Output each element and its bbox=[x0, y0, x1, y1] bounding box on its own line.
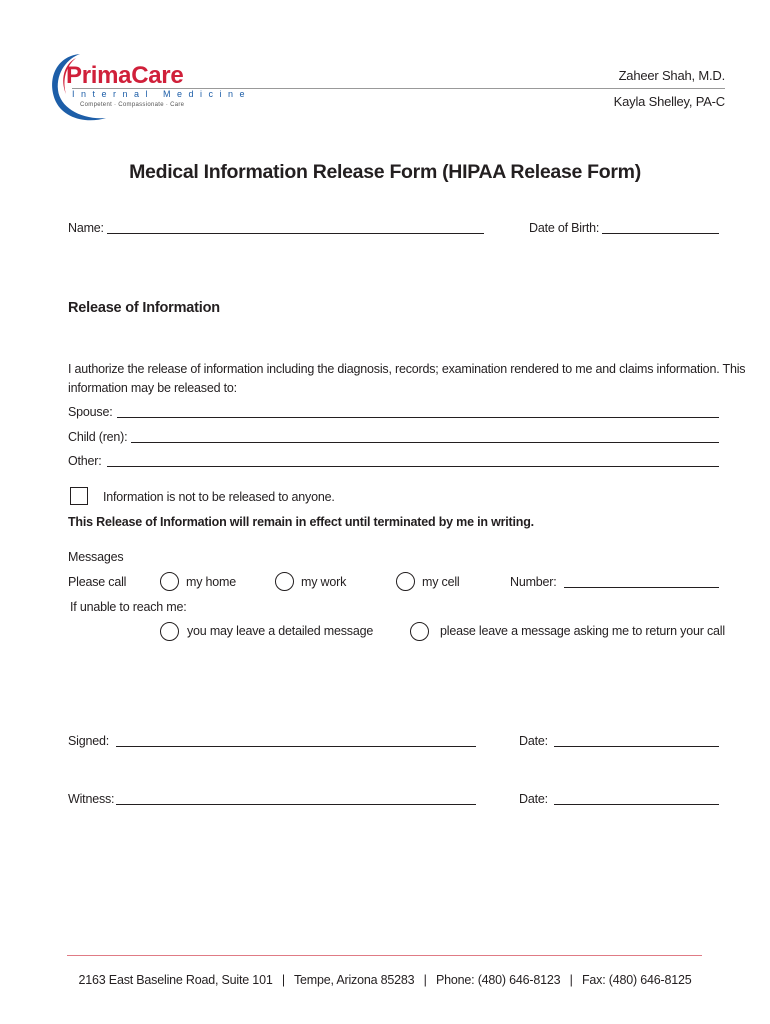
signed-label: Signed: bbox=[68, 734, 109, 748]
witness-date-field[interactable] bbox=[554, 804, 719, 805]
name-field[interactable] bbox=[107, 233, 484, 234]
footer-separator: | bbox=[423, 973, 427, 987]
unable-to-reach-label: If unable to reach me: bbox=[70, 600, 187, 614]
radio-my-work[interactable] bbox=[275, 572, 294, 591]
not-released-checkbox[interactable] bbox=[70, 487, 88, 505]
radio-my-cell[interactable] bbox=[396, 572, 415, 591]
logo-brand-name: PrimaCare bbox=[66, 62, 184, 89]
radio-detailed-message[interactable] bbox=[160, 622, 179, 641]
footer-fax: Fax: (480) 646-8125 bbox=[582, 973, 692, 987]
witness-date-label: Date: bbox=[519, 792, 548, 806]
children-field[interactable] bbox=[131, 442, 719, 443]
not-released-label: Information is not to be released to anyone. bbox=[103, 490, 335, 504]
authorization-text-line2: information may be released to: bbox=[68, 381, 237, 395]
doctor-name-2: Kayla Shelley, PA-C bbox=[613, 94, 725, 109]
dob-field[interactable] bbox=[602, 233, 719, 234]
witness-label: Witness: bbox=[68, 792, 115, 806]
form-title: Medical Information Release Form (HIPAA Release Form) bbox=[129, 161, 641, 183]
signed-field[interactable] bbox=[116, 746, 476, 747]
dob-label: Date of Birth: bbox=[529, 221, 600, 235]
logo-tagline: Competent · Compassionate · Care bbox=[80, 102, 185, 108]
logo-subtitle: Internal Medicine bbox=[72, 89, 252, 99]
signed-date-field[interactable] bbox=[554, 746, 719, 747]
footer-separator: | bbox=[569, 973, 573, 987]
other-field[interactable] bbox=[107, 466, 719, 467]
witness-field[interactable] bbox=[116, 804, 476, 805]
number-field[interactable] bbox=[564, 587, 719, 588]
option-return-call-label: please leave a message asking me to return your call bbox=[440, 624, 725, 638]
section-title: Release of Information bbox=[68, 300, 220, 316]
header-divider bbox=[72, 88, 725, 89]
spouse-field[interactable] bbox=[117, 417, 719, 418]
option-my-cell-label: my cell bbox=[422, 575, 460, 589]
messages-label: Messages bbox=[68, 550, 124, 564]
footer-contact bbox=[0, 973, 770, 987]
authorization-text-line1: I authorize the release of information including the diagnosis, records; examination rendered to me and claims information. This bbox=[68, 362, 746, 376]
please-call-label: Please call bbox=[68, 575, 127, 589]
option-my-work-label: my work bbox=[301, 575, 347, 589]
doctor-name-1: Zaheer Shah, M.D. bbox=[618, 68, 725, 83]
name-label: Name: bbox=[68, 221, 104, 235]
footer-divider bbox=[67, 955, 702, 956]
radio-return-call[interactable] bbox=[410, 622, 429, 641]
number-label: Number: bbox=[510, 575, 557, 589]
children-label: Child (ren): bbox=[68, 430, 128, 444]
footer-separator: | bbox=[281, 973, 285, 987]
option-my-home-label: my home bbox=[186, 575, 237, 589]
other-label: Other: bbox=[68, 454, 102, 468]
option-detailed-message-label: you may leave a detailed message bbox=[187, 624, 374, 638]
signed-date-label: Date: bbox=[519, 734, 548, 748]
footer-city: Tempe, Arizona 85283 bbox=[293, 973, 415, 987]
effect-note: This Release of Information will remain in effect until terminated by me in writing. bbox=[68, 515, 534, 529]
footer-phone: Phone: (480) 646-8123 bbox=[436, 973, 561, 987]
radio-my-home[interactable] bbox=[160, 572, 179, 591]
spouse-label: Spouse: bbox=[68, 405, 113, 419]
footer-address: 2163 East Baseline Road, Suite 101 bbox=[78, 973, 273, 987]
